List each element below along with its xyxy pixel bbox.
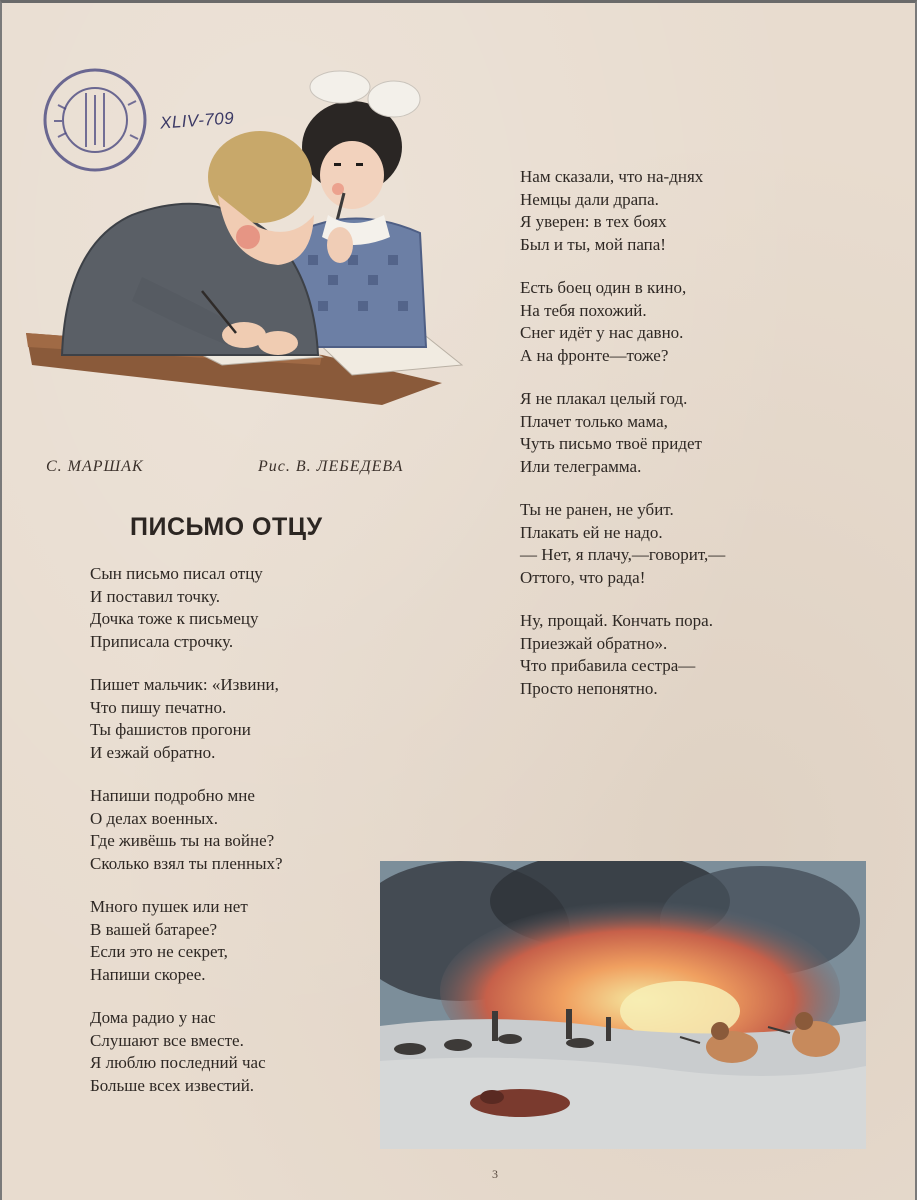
poem-title: ПИСЬМО ОТЦУ	[130, 513, 323, 541]
poem-line: Плачет только мама,	[520, 411, 668, 431]
poem-line: Если это не секрет,	[90, 942, 228, 961]
poem-line: Сын письмо писал отцу	[90, 564, 263, 583]
poem-line: Был и ты, мой папа!	[520, 234, 666, 254]
poem-line: Ну, прощай. Кончать пора.	[520, 611, 713, 630]
stanza	[90, 674, 390, 764]
poem-line: На тебя похожий.	[520, 300, 647, 320]
stanza	[90, 896, 390, 986]
poem-line: Или телеграмма.	[520, 456, 642, 476]
stanza	[90, 1007, 390, 1097]
stanza	[520, 610, 840, 700]
poem-line: Я люблю последний час	[90, 1053, 266, 1072]
illustration-battle-scene	[380, 861, 866, 1149]
stanza	[520, 277, 840, 367]
stanza	[520, 388, 840, 478]
poem-line: Чуть письмо твоё придет	[520, 434, 702, 453]
poem-line: Плакать ей не надо.	[520, 522, 663, 542]
page-number: 3	[492, 1167, 498, 1181]
poem-line: Оттого, что рада!	[520, 567, 646, 587]
poem-column-right	[520, 166, 840, 721]
poem-line: И езжай обратно.	[90, 742, 216, 762]
poem-line: Просто непонятно.	[520, 678, 658, 698]
poem-column-left	[90, 563, 390, 1118]
poem-line: Приезжай обратно».	[520, 633, 668, 653]
poem-line: Я уверен: в тех боях	[520, 212, 667, 231]
poem-line: Что пишу печатно.	[90, 697, 227, 717]
stanza	[520, 499, 840, 589]
poem-line: Я не плакал целый год.	[520, 389, 688, 408]
poem-line: Нам сказали, что на-днях	[520, 167, 704, 186]
poem-line: В вашей батарее?	[90, 919, 217, 939]
poem-line: Немцы дали драпа.	[520, 189, 659, 209]
poem-line: Что прибавила сестра—	[520, 656, 696, 675]
poem-line: Сколько взял ты пленных?	[90, 853, 283, 873]
archive-code-handwritten: XLIV-709	[159, 108, 235, 133]
poem-line: Больше всех известий.	[90, 1075, 255, 1095]
poem-line: Снег идёт у нас давно.	[520, 323, 684, 342]
poem-line: Ты не ранен, не убит.	[520, 500, 674, 519]
poem-line: Дочка тоже к письмецу	[90, 609, 259, 628]
stanza	[90, 785, 390, 875]
poem-line: Где живёшь ты на войне?	[90, 831, 275, 850]
stanza	[90, 563, 390, 653]
illustrator-credit: Рис. В. ЛЕБЕДЕВА	[258, 458, 404, 475]
poem-line: Дома радио у нас	[90, 1008, 216, 1027]
poem-line: И поставил точку.	[90, 586, 221, 606]
poem-line: Слушают все вместе.	[90, 1030, 244, 1050]
library-stamp	[40, 65, 150, 175]
poem-author: С. МАРШАК	[46, 458, 144, 475]
poem-line: А на фронте—тоже?	[520, 345, 669, 365]
poem-line: Ты фашистов прогони	[90, 720, 251, 739]
poem-line: Пишет мальчик: «Извини,	[90, 675, 279, 694]
poem-line: Напиши скорее.	[90, 964, 206, 984]
stanza	[520, 166, 840, 256]
poem-line: Приписала строчку.	[90, 631, 234, 651]
poem-line: — Нет, я плачу,—говорит,—	[520, 545, 726, 564]
poem-line: Напиши подробно мне	[90, 786, 255, 805]
poem-line: О делах военных.	[90, 808, 219, 828]
poem-line: Есть боец один в кино,	[520, 278, 687, 297]
poem-line: Много пушек или нет	[90, 897, 248, 916]
